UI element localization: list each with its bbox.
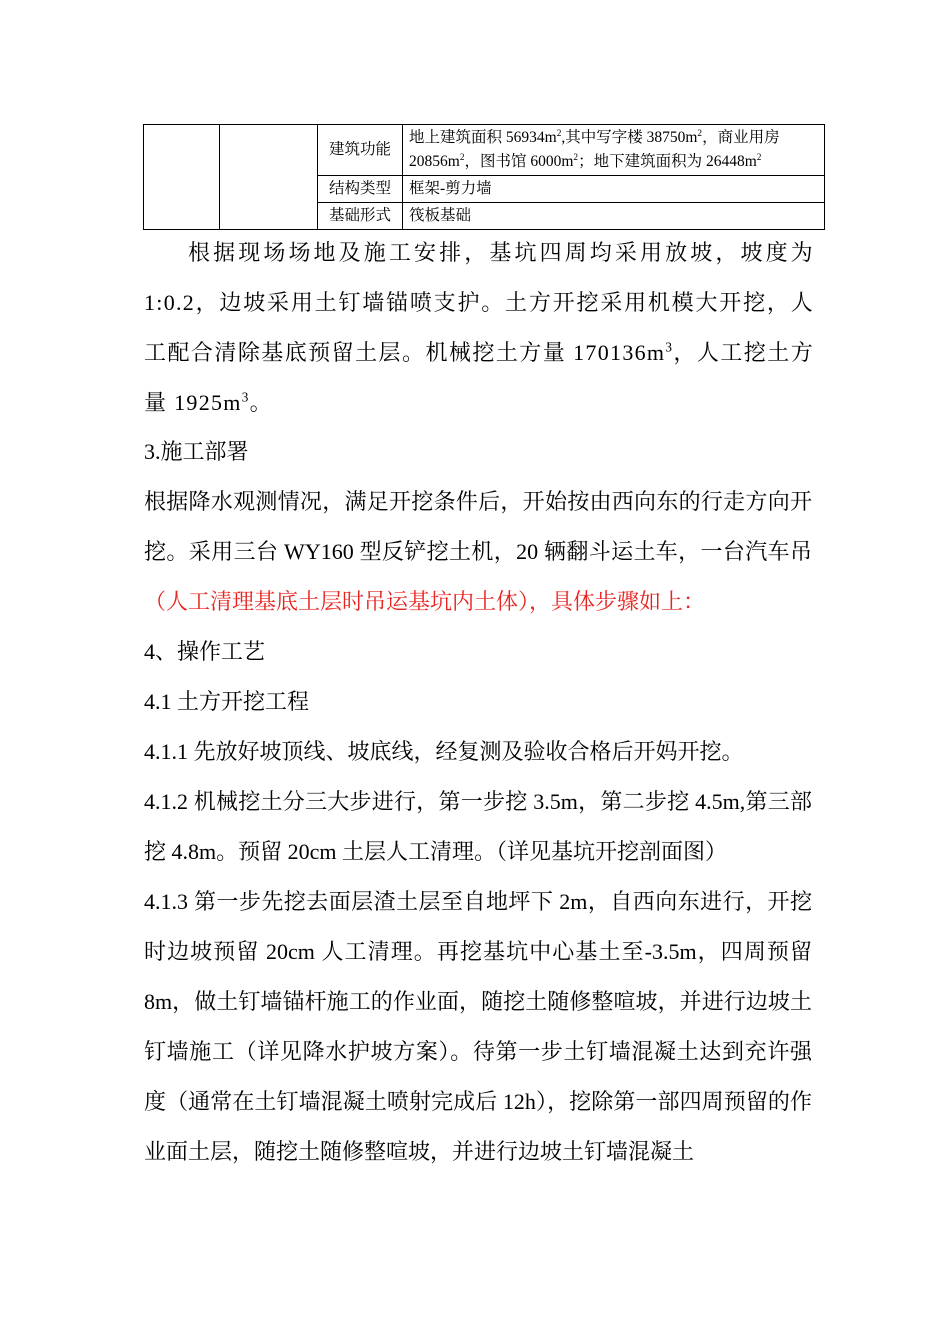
- deployment-paragraph: 根据降水观测情况，满足开挖条件后，开始按由西向东的行走方向开挖。采用三台 WY160 型反铲挖土机，20 辆翻斗运土车，一台汽车吊（人工清理基底土层时吊运基坑内土体），具体步骤如上：: [144, 489, 812, 614]
- empty-cell: [144, 125, 220, 230]
- row-value: 地上建筑面积 $56934m^2$,其中写字楼 $38750m^2$，商业用房 $20856m^2$，图书馆 $6000m^2$；地下建筑面积为 $26448m^2$: [403, 125, 825, 176]
- intro-paragraph: 根据现场场地及施工安排，基坑四周均采用放坡，坡度为1:0.2，边坡采用土钉墙锚喷支护。土方开挖采用机模大开挖，人工配合清除基底预留土层。机械挖土方量 $170136m^3$，人工挖土方量 $1925m^3$。: [144, 240, 814, 415]
- step-paragraph: 4.1.1 先放好坡顶线、坡底线，经复测及验收合格后开妈开挖。: [144, 739, 744, 764]
- subsection-heading: 4.1 土方开挖工程: [144, 689, 310, 714]
- section-heading: 4、操作工艺: [144, 639, 266, 664]
- table-row: [144, 125, 825, 176]
- highlighted-text: （人工清理基底土层时吊运基坑内土体），具体步骤如上：: [144, 589, 706, 614]
- project-info-table: [143, 124, 825, 230]
- row-label: 建筑功能: [318, 125, 403, 176]
- section-heading: 3.施工部署: [144, 439, 249, 464]
- row-value: 筏板基础: [403, 203, 825, 230]
- step-paragraph: 4.1.3 第一步先挖去面层渣土层至自地坪下 2m，自西向东进行，开挖时边坡预留 20cm 人工清理。再挖基坑中心基土至-3.5m，四周预留 8m，做土钉墙锚杆施工的作业面，随挖土随修整喧坡，并进行边坡土钉墙施工（详见降水护坡方案）。待第一步土钉墙混凝土达到充许强度（通常在土钉墙混凝土喷射完成后 12h），挖除第一部四周预留的作业面土层，随挖土随修整喧坡，并进行边坡土钉墙混凝土: [144, 889, 812, 1164]
- row-label: 基础形式: [318, 203, 403, 230]
- row-label: 结构类型: [318, 176, 403, 203]
- step-paragraph: 4.1.2 机械挖土分三大步进行，第一步挖 3.5m，第二步挖 4.5m,第三部挖 4.8m。预留 20cm 土层人工清理。（详见基坑开挖剖面图）: [144, 789, 812, 864]
- empty-cell: [220, 125, 318, 230]
- row-value: 框架-剪力墙: [403, 176, 825, 203]
